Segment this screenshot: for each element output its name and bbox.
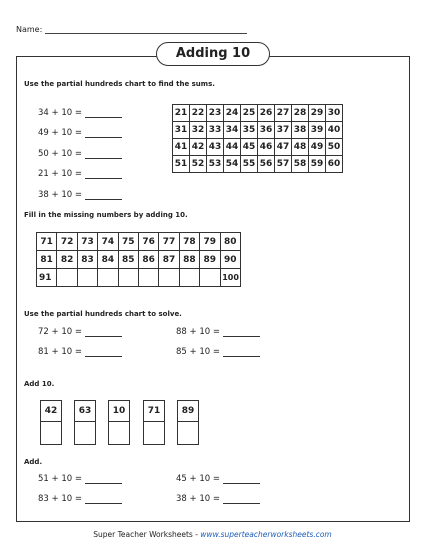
equation-row <box>38 327 122 337</box>
chart-cell: 24 <box>224 105 241 122</box>
equation-text: 21 + 10 = <box>38 169 82 179</box>
footer <box>0 530 425 539</box>
name-line[interactable] <box>45 33 247 34</box>
equation-text: 51 + 10 = <box>38 474 82 484</box>
answer-blank[interactable] <box>85 110 122 118</box>
chart-cell: 35 <box>241 122 258 139</box>
add-ten-answer[interactable] <box>178 422 198 444</box>
chart-cell: 72 <box>57 233 77 251</box>
equation-row <box>176 474 260 484</box>
equation-row <box>176 327 260 337</box>
add-ten-box <box>177 400 199 445</box>
equation-text: 38 + 10 = <box>38 189 82 200</box>
add-ten-number: 10 <box>109 401 129 422</box>
chart-cell: 32 <box>190 122 207 139</box>
answer-blank[interactable] <box>85 496 122 504</box>
chart-cell: 39 <box>309 122 326 139</box>
chart-cell: 55 <box>241 156 258 173</box>
equation-text: 83 + 10 = <box>38 494 82 504</box>
chart-cell: 41 <box>173 139 190 156</box>
chart-cell: 79 <box>200 233 220 251</box>
chart-row <box>173 156 343 173</box>
chart-cell: 82 <box>57 251 77 269</box>
worksheet-title: Adding 10 <box>156 42 270 66</box>
equation-row <box>38 474 122 484</box>
chart-cell: 60 <box>326 156 343 173</box>
chart-cell: 38 <box>292 122 309 139</box>
section2-instruction: Fill in the missing numbers by adding 10. <box>24 211 188 219</box>
chart-cell: 46 <box>258 139 275 156</box>
missing-cell[interactable] <box>138 269 158 287</box>
chart-cell: 73 <box>77 233 97 251</box>
chart-cell: 80 <box>220 233 240 251</box>
chart-cell: 74 <box>98 233 118 251</box>
name-label: Name: <box>16 25 43 34</box>
chart-cell: 26 <box>258 105 275 122</box>
chart-cell: 85 <box>118 251 138 269</box>
missing-cell[interactable] <box>118 269 138 287</box>
chart-cell: 21 <box>173 105 190 122</box>
equation-row <box>38 347 122 357</box>
chart-cell: 36 <box>258 122 275 139</box>
chart-cell: 78 <box>179 233 199 251</box>
chart-cell: 44 <box>224 139 241 156</box>
chart-row <box>173 122 343 139</box>
chart-row <box>173 105 343 122</box>
equation-text: 72 + 10 = <box>38 327 82 337</box>
footer-text: Super Teacher Worksheets - <box>93 530 201 539</box>
chart-cell: 25 <box>241 105 258 122</box>
missing-cell[interactable] <box>179 269 199 287</box>
equation-row <box>176 494 260 504</box>
chart-cell: 52 <box>190 156 207 173</box>
chart-cell: 29 <box>309 105 326 122</box>
add-ten-answer[interactable] <box>75 422 95 444</box>
answer-blank[interactable] <box>85 329 122 337</box>
equation-text: 88 + 10 = <box>176 327 220 337</box>
add-ten-number: 89 <box>178 401 198 422</box>
answer-blank[interactable] <box>223 349 260 357</box>
equation-text: 85 + 10 = <box>176 347 220 357</box>
chart-cell: 89 <box>200 251 220 269</box>
chart-cell: 40 <box>326 122 343 139</box>
chart-row <box>37 251 241 269</box>
add-ten-answer[interactable] <box>109 422 129 444</box>
equation-row <box>38 97 122 118</box>
add-ten-number: 71 <box>144 401 164 422</box>
equation-row <box>176 347 260 357</box>
equation-row <box>38 179 122 200</box>
equation-text: 34 + 10 = <box>38 107 82 118</box>
chart-cell: 76 <box>138 233 158 251</box>
missing-cell[interactable] <box>200 269 220 287</box>
chart-cell: 54 <box>224 156 241 173</box>
chart-cell: 28 <box>292 105 309 122</box>
chart-cell: 87 <box>159 251 179 269</box>
add-ten-answer[interactable] <box>144 422 164 444</box>
chart-cell: 47 <box>275 139 292 156</box>
chart-row <box>37 269 241 287</box>
chart-cell: 51 <box>173 156 190 173</box>
equation-text: 49 + 10 = <box>38 128 82 138</box>
missing-cell[interactable] <box>159 269 179 287</box>
answer-blank[interactable] <box>223 329 260 337</box>
equation-row <box>38 118 122 139</box>
add-ten-box <box>74 400 96 445</box>
chart-cell: 31 <box>173 122 190 139</box>
equation-row <box>38 494 122 504</box>
chart-cell: 71 <box>37 233 57 251</box>
chart-cell: 22 <box>190 105 207 122</box>
chart-cell: 75 <box>118 233 138 251</box>
section4-instruction: Add 10. <box>24 380 55 388</box>
footer-link[interactable]: www.superteacherworksheets.com <box>200 530 332 539</box>
chart-cell: 100 <box>220 269 240 287</box>
add-ten-box <box>40 400 62 445</box>
chart-cell: 88 <box>179 251 199 269</box>
add-ten-number: 63 <box>75 401 95 422</box>
chart-cell: 33 <box>207 122 224 139</box>
section3-instruction: Use the partial hundreds chart to solve. <box>24 310 182 318</box>
chart-cell: 84 <box>98 251 118 269</box>
add-ten-answer[interactable] <box>41 422 61 444</box>
add-ten-box <box>143 400 165 445</box>
equation-row <box>38 138 122 159</box>
add-ten-number: 42 <box>41 401 61 422</box>
chart-cell: 43 <box>207 139 224 156</box>
answer-blank[interactable] <box>223 496 260 504</box>
answer-blank[interactable] <box>85 151 122 159</box>
chart-cell: 30 <box>326 105 343 122</box>
equation-row <box>38 159 122 180</box>
chart-cell: 86 <box>138 251 158 269</box>
add-ten-box <box>108 400 130 445</box>
chart-cell: 50 <box>326 139 343 156</box>
missing-cell[interactable] <box>57 269 77 287</box>
chart-cell: 53 <box>207 156 224 173</box>
chart-row <box>173 139 343 156</box>
chart-cell: 48 <box>292 139 309 156</box>
missing-cell[interactable] <box>77 269 97 287</box>
chart-cell: 59 <box>309 156 326 173</box>
equation-text: 50 + 10 = <box>38 148 82 159</box>
answer-blank[interactable] <box>85 476 122 484</box>
section5-instruction: Add. <box>24 458 43 466</box>
answer-blank[interactable] <box>85 349 122 357</box>
chart-cell: 49 <box>309 139 326 156</box>
chart-cell: 57 <box>275 156 292 173</box>
section1-instruction: Use the partial hundreds chart to find the sums. <box>24 80 215 88</box>
chart-cell: 81 <box>37 251 57 269</box>
chart-row <box>37 233 241 251</box>
chart-cell: 34 <box>224 122 241 139</box>
answer-blank[interactable] <box>85 130 122 138</box>
chart-cell: 91 <box>37 269 57 287</box>
hundreds-chart-21-60 <box>172 104 343 173</box>
chart-cell: 83 <box>77 251 97 269</box>
chart-cell: 37 <box>275 122 292 139</box>
equation-text: 45 + 10 = <box>176 474 220 484</box>
section1-equations <box>38 97 122 200</box>
chart-cell: 90 <box>220 251 240 269</box>
chart-cell: 42 <box>190 139 207 156</box>
chart-cell: 77 <box>159 233 179 251</box>
chart-cell: 27 <box>275 105 292 122</box>
chart-cell: 45 <box>241 139 258 156</box>
hundreds-chart-71-100 <box>36 232 241 287</box>
answer-blank[interactable] <box>223 476 260 484</box>
missing-cell[interactable] <box>98 269 118 287</box>
chart-cell: 23 <box>207 105 224 122</box>
chart-cell: 56 <box>258 156 275 173</box>
answer-blank[interactable] <box>85 171 122 179</box>
equation-text: 81 + 10 = <box>38 347 82 357</box>
chart-cell: 58 <box>292 156 309 173</box>
answer-blank[interactable] <box>85 192 122 200</box>
equation-text: 38 + 10 = <box>176 494 220 504</box>
